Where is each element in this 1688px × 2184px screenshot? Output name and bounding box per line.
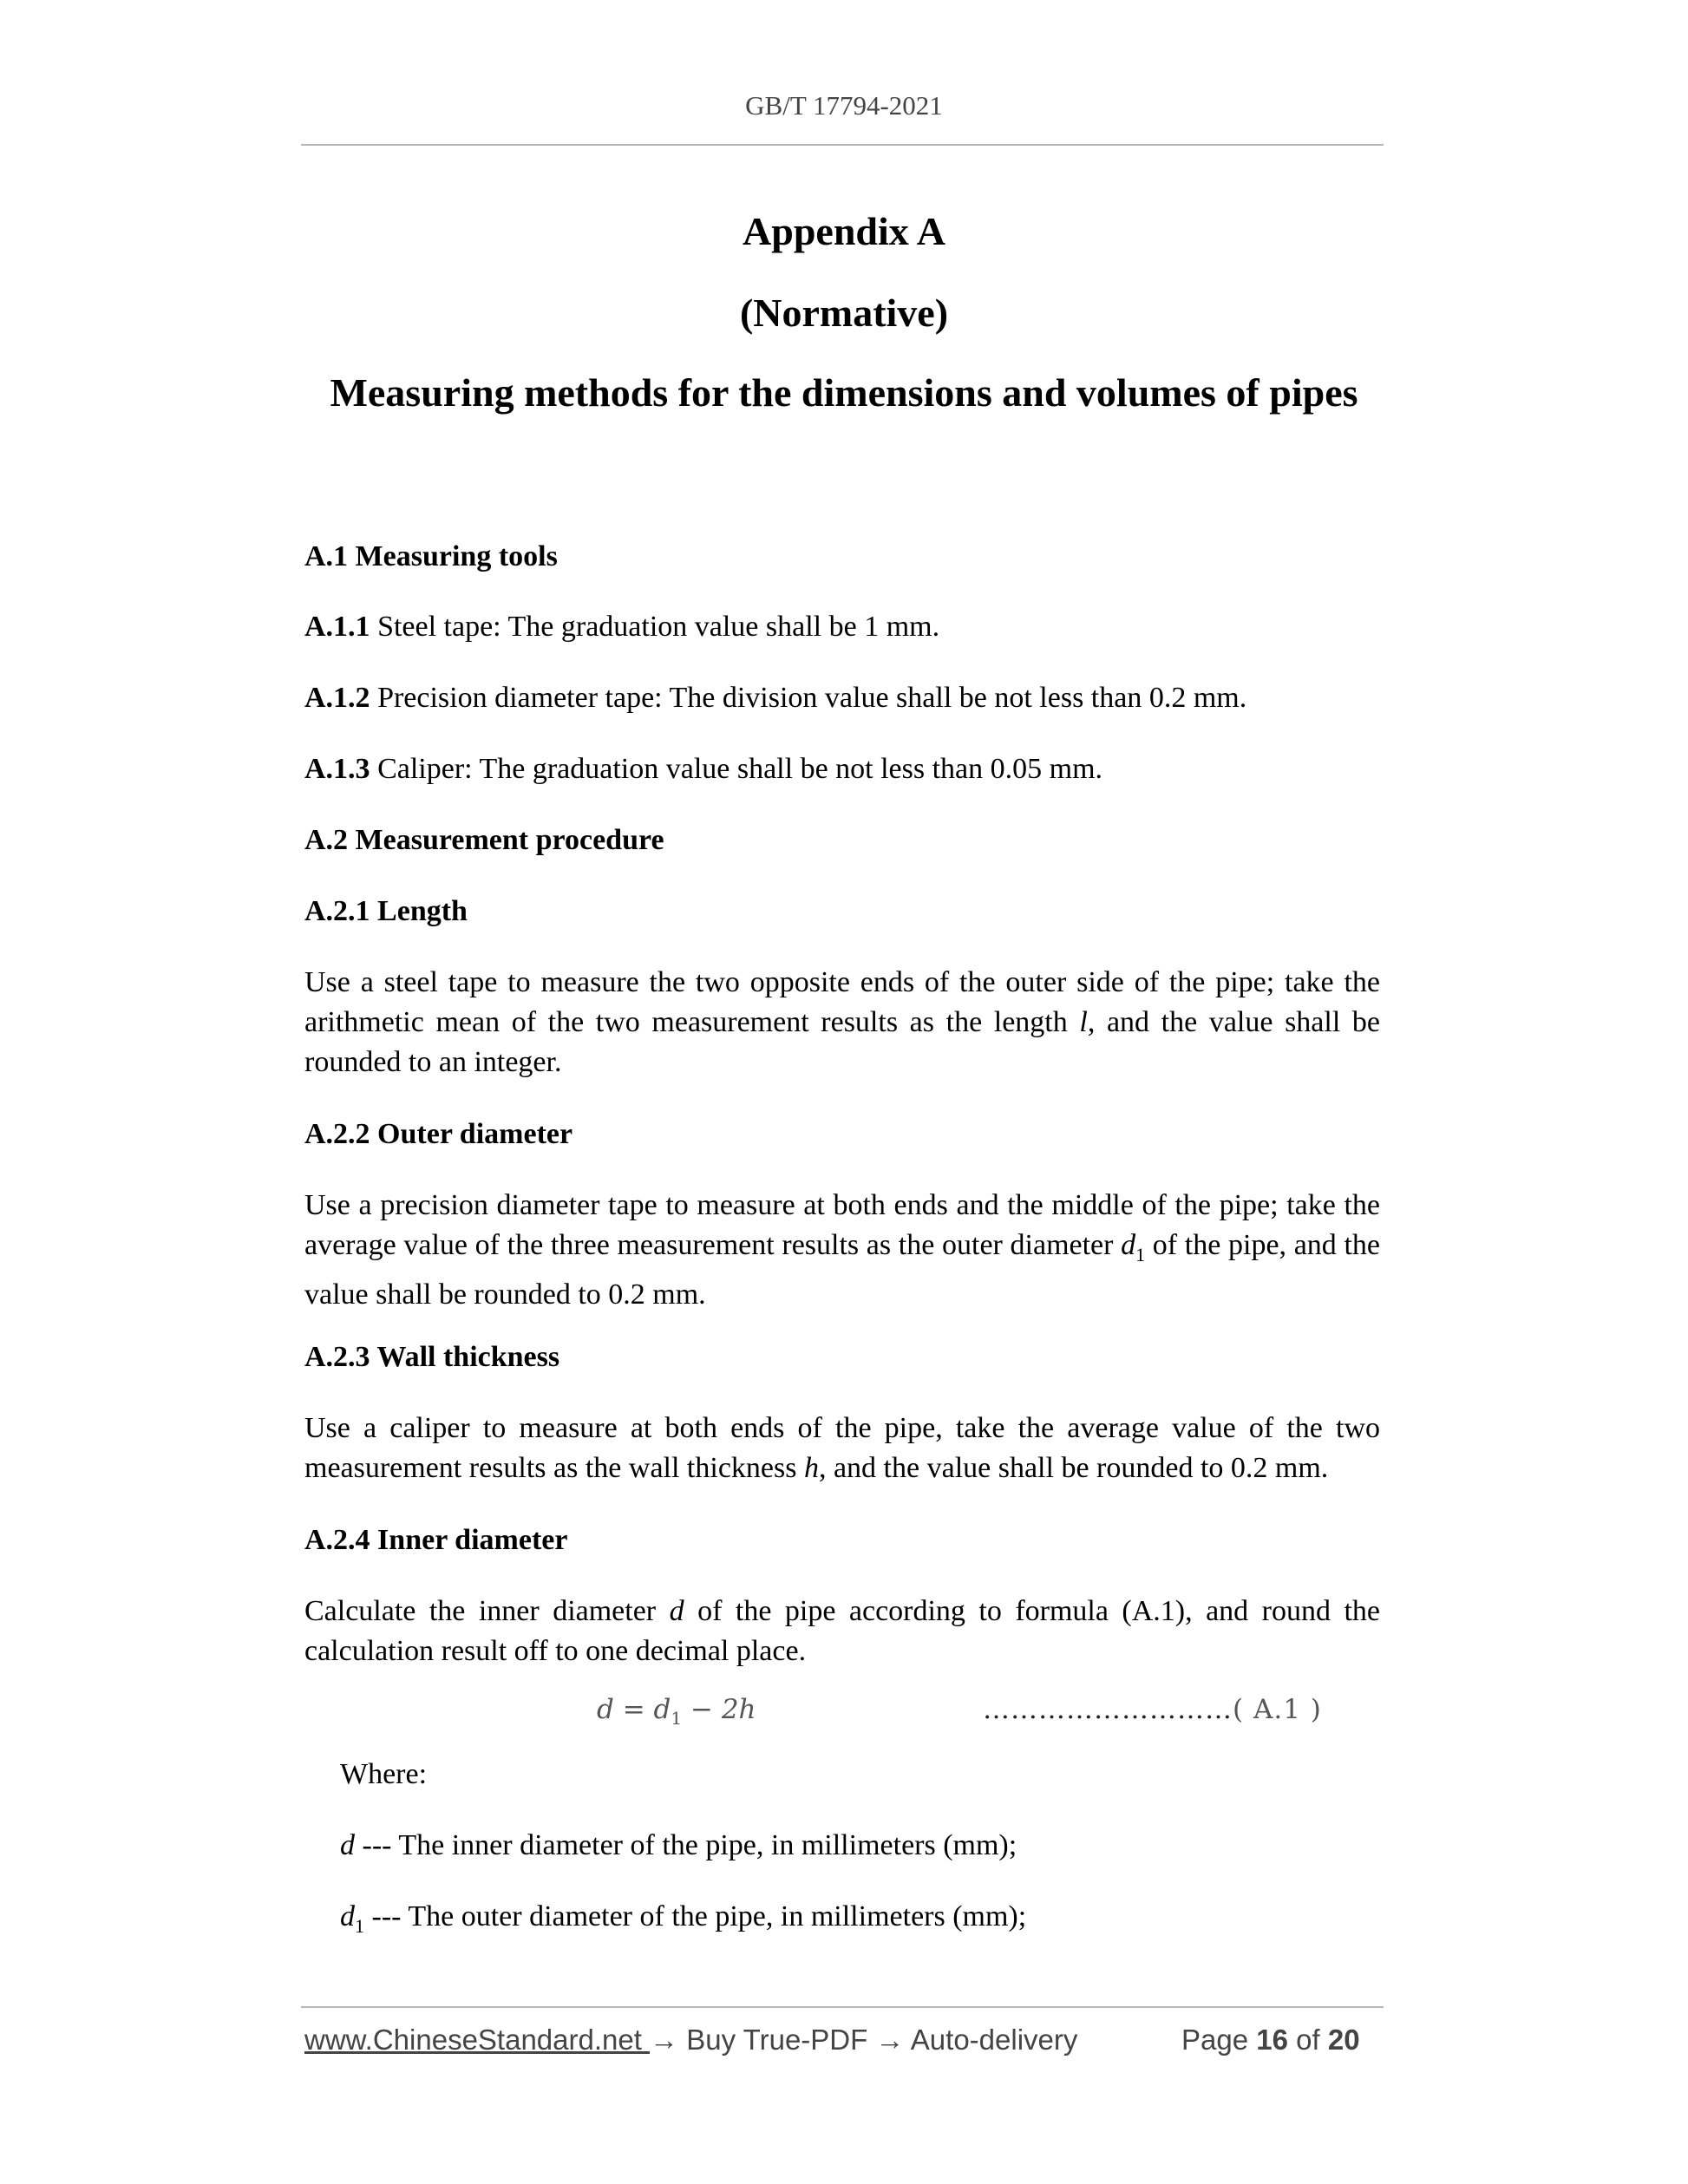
section-a2-1-heading: A.2.1 Length xyxy=(304,895,468,927)
clause-a1-2 xyxy=(304,678,1380,718)
section-a2-4-paragraph: Calculate the inner diameter d of the pipe according to formula (A.1), and round the calculation result off to one decimal place. xyxy=(304,1595,1380,1667)
clause-number: A.1.2 xyxy=(304,682,370,714)
section-a1-heading: A.1 Measuring tools xyxy=(304,540,558,572)
clause-a1-1 xyxy=(304,607,1380,647)
clause-text: Caliper: The graduation value shall be not less than 0.05 mm. xyxy=(370,753,1103,785)
section-a2-3-heading: A.2.3 Wall thickness xyxy=(304,1341,560,1373)
where-label: Where: xyxy=(340,1758,428,1790)
where-item-d1: $d_1$ --- The outer diameter of the pipe, in millimeters (mm); xyxy=(340,1900,1027,1937)
arrow-icon: → xyxy=(650,2024,679,2056)
formula-number: ………………………( A.1 ) xyxy=(983,1694,1322,1725)
header-doc-id: GB/T 17794-2021 xyxy=(745,90,943,121)
footer-rule xyxy=(301,2006,1384,2008)
formula-expression: $d = d_1 - 2h$ xyxy=(597,1694,756,1730)
total-pages: 20 xyxy=(1327,2024,1360,2056)
section-a2-1-paragraph: Use a steel tape to measure the two opposite ends of the outer side of the pipe; take the arithmetic mean of the two measurement results as the length l, and the value shall be rounded to an integer. xyxy=(304,966,1381,1078)
appendix-title: Appendix A xyxy=(743,209,945,253)
section-a2-heading: A.2 Measurement procedure xyxy=(304,824,664,856)
variable-d: d xyxy=(1121,1229,1136,1261)
header-rule xyxy=(301,144,1384,146)
clause-number: A.1.3 xyxy=(304,753,370,785)
appendix-subtitle: Measuring methods for the dimensions and volumes of pipes xyxy=(330,370,1358,415)
page-indicator: Page 16 of 20 xyxy=(1181,2024,1360,2056)
section-a2-2-heading: A.2.2 Outer diameter xyxy=(304,1118,573,1150)
current-page: 16 xyxy=(1256,2024,1288,2056)
appendix-type: (Normative) xyxy=(739,291,949,335)
where-item-d: d --- The inner diameter of the pipe, in millimeters (mm); xyxy=(340,1829,1017,1861)
arrow-icon: → xyxy=(875,2024,905,2056)
footer-promo: www.ChineseStandard.net → Buy True-PDF → Auto-delivery xyxy=(304,2024,1078,2056)
website-link[interactable]: www.ChineseStandard.net xyxy=(304,2024,651,2056)
clause-number: A.1.1 xyxy=(304,611,370,643)
clause-text: Steel tape: The graduation value shall be 1 mm. xyxy=(370,611,940,643)
clause-text: Precision diameter tape: The division value shall be not less than 0.2 mm. xyxy=(370,682,1247,714)
variable-l: l xyxy=(1079,1006,1088,1038)
section-a2-3-paragraph: Use a caliper to measure at both ends of the pipe, take the average value of the two measurement results as the wall thickness h, and the value shall be rounded to 0.2 mm. xyxy=(304,1412,1380,1484)
variable-d: d xyxy=(669,1595,684,1627)
section-a2-2-paragraph: Use a precision diameter tape to measure at both ends and the middle of the pipe; take the average value of the three measurement results as the outer diameter $d_1$ of the pipe, and the value shall be rounded to 0.2 mm. xyxy=(304,1189,1380,1311)
clause-a1-3 xyxy=(304,749,1380,789)
section-a2-4-heading: A.2.4 Inner diameter xyxy=(304,1524,568,1556)
variable-h: h xyxy=(803,1452,819,1484)
